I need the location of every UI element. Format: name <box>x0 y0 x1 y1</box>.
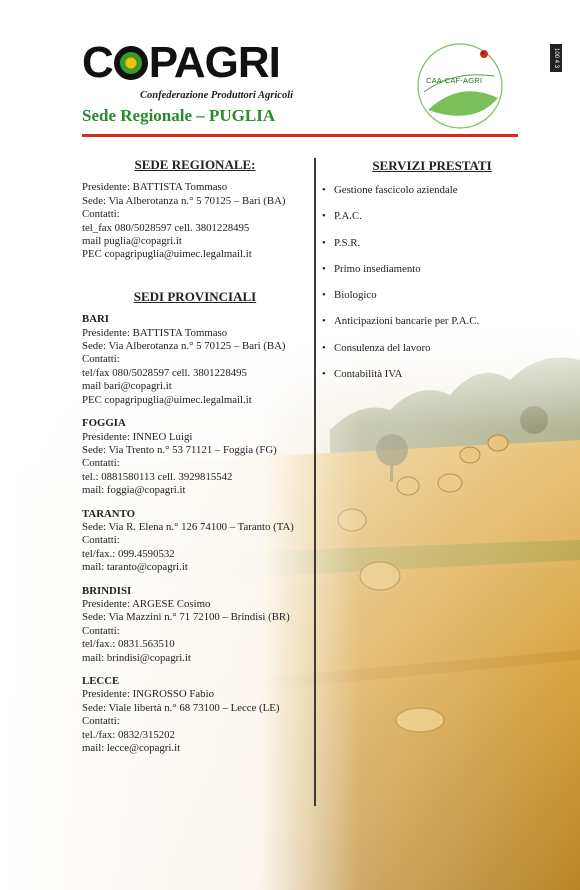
sede-line: Contatti: <box>82 208 120 221</box>
province-line: Sede: Viale libertà n.° 68 73100 – Lecce (LE) <box>82 701 280 714</box>
province-name: TARANTO <box>82 507 135 520</box>
province-line: Presidente: INGROSSO Fabio <box>82 688 214 701</box>
province-line: Contatti: <box>82 624 120 637</box>
province-line: tel/fax.: 099.4590532 <box>82 547 175 560</box>
page-header <box>0 0 580 140</box>
bullet-icon: • <box>322 184 326 196</box>
sede-line: tel_fax 080/5028597 cell. 3801228495 <box>82 221 250 234</box>
bullet-icon: • <box>322 210 326 223</box>
province-line: Presidente: BATTISTA Tommaso <box>82 326 228 339</box>
service-label: Contabilità IVA <box>334 368 403 381</box>
province-name: FOGGIA <box>82 417 126 430</box>
sedi-provinciali-heading: SEDI PROVINCIALI <box>133 288 257 304</box>
caa-caf-agri-logo-icon <box>414 40 506 132</box>
province-name: LECCE <box>82 675 120 687</box>
side-code-tab: 100 4 3 <box>550 44 562 72</box>
province-line: Presidente: ARGESE Cosimo <box>82 597 211 610</box>
bullet-icon: • <box>322 368 326 381</box>
sede-pec-link[interactable]: PEC copagripuglia@uimec.legalmail.it <box>82 248 252 261</box>
province-line: Contatti: <box>82 534 120 547</box>
logo-subtitle: Confederazione Produttori Agricoli <box>140 90 294 101</box>
list-item <box>322 342 542 354</box>
bullet-icon: • <box>322 315 326 328</box>
column-divider <box>314 158 316 806</box>
province-block-brindisi <box>82 585 308 665</box>
province-line: tel/fax 080/5028597 cell. 3801228495 <box>82 366 247 379</box>
bullet-icon: • <box>322 236 326 249</box>
province-name: BRINDISI <box>82 584 132 597</box>
province-pec-link[interactable]: PEC copagripuglia@uimec.legalmail.it <box>82 393 252 406</box>
sede-regionale-heading: SEDE REGIONALE: <box>134 157 256 172</box>
list-item <box>322 263 542 275</box>
right-column <box>322 158 542 394</box>
province-block-foggia <box>82 417 308 497</box>
page-title: Sede Regionale – PUGLIA <box>82 106 276 125</box>
service-label: Biologico <box>334 289 377 302</box>
province-line: tel./fax: 0832/315202 <box>82 728 175 741</box>
service-label: Consulenza del lavoro <box>334 341 431 354</box>
list-item <box>322 315 542 327</box>
province-block-lecce <box>82 675 308 755</box>
sede-line: Presidente: BATTISTA Tommaso <box>82 181 228 194</box>
province-email-link[interactable]: mail: brindisi@copagri.it <box>82 651 191 664</box>
province-line: Sede: Via Trento n.° 53 71121 – Foggia (FG) <box>82 443 277 456</box>
list-item <box>322 184 542 196</box>
header-divider <box>82 134 518 137</box>
province-block-bari <box>82 313 308 407</box>
service-label: Primo insediamento <box>334 262 421 275</box>
list-item <box>322 237 542 249</box>
service-label: Anticipazioni bancarie per P.A.C. <box>334 315 480 328</box>
caa-label: CAA-CAF-AGRI <box>426 76 483 85</box>
province-block-taranto <box>82 508 308 575</box>
province-line: Contatti: <box>82 353 120 366</box>
province-line: tel/fax.: 0831.563510 <box>82 638 175 651</box>
bullet-icon: • <box>322 341 326 354</box>
logo-text-right: PAGRI <box>148 38 280 87</box>
province-name: BARI <box>82 313 109 326</box>
logo-globe-icon <box>114 46 148 80</box>
province-email-link[interactable]: mail: taranto@copagri.it <box>82 561 188 574</box>
logo-text-left: C <box>82 38 113 87</box>
province-line: Contatti: <box>82 457 120 470</box>
province-line: Contatti: <box>82 715 120 728</box>
left-column <box>82 158 308 765</box>
list-item <box>322 289 542 301</box>
list-item <box>322 368 542 380</box>
services-list <box>322 184 542 380</box>
province-line: Sede: Via R. Elena n.° 126 74100 – Taranto (TA) <box>82 520 294 533</box>
province-line: Presidente: INNEO Luigi <box>82 430 193 443</box>
province-line: Sede: Via Alberotanza n.° 5 70125 – Bari (BA) <box>82 340 286 353</box>
bullet-icon: • <box>322 289 326 302</box>
service-label: Gestione fascicolo aziendale <box>334 184 458 196</box>
province-email-link[interactable]: mail: foggia@copagri.it <box>82 484 186 497</box>
service-label: P.A.C. <box>334 210 362 223</box>
copagri-logo <box>82 38 280 88</box>
sede-line: Sede: Via Alberotanza n.° 5 70125 – Bari (BA) <box>82 194 286 207</box>
bullet-icon: • <box>322 262 326 275</box>
province-line: tel.: 0881580113 cell. 3929815542 <box>82 470 233 483</box>
province-email-link[interactable]: mail bari@copagri.it <box>82 380 172 393</box>
sede-regionale-block <box>82 181 308 261</box>
sede-email-link[interactable]: mail puglia@copagri.it <box>82 235 182 248</box>
province-line: Sede: Via Mazzini n.° 71 72100 – Brindisi (BR) <box>82 611 290 624</box>
province-email-link[interactable]: mail: lecce@copagri.it <box>82 742 181 755</box>
servizi-heading: SERVIZI PRESTATI <box>372 158 492 173</box>
list-item <box>322 210 542 222</box>
service-label: P.S.R. <box>334 236 361 249</box>
